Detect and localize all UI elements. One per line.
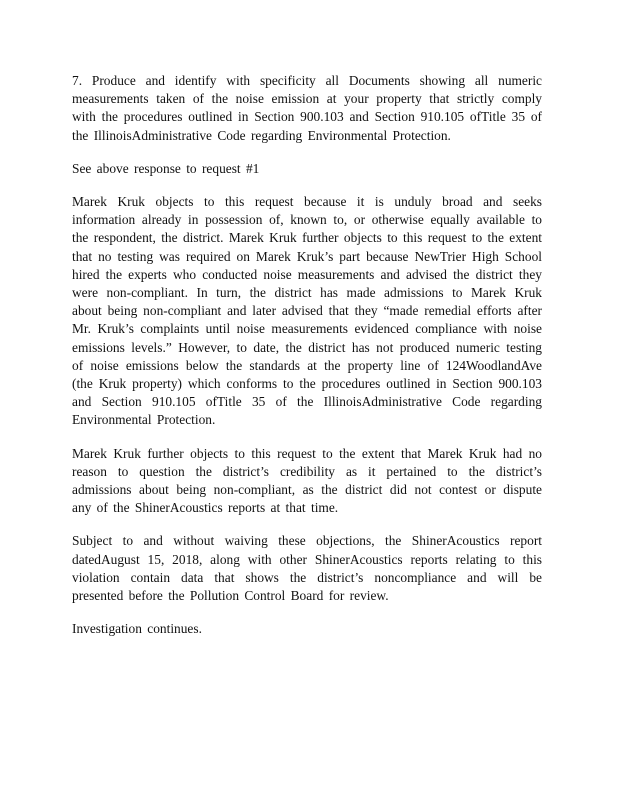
further-objection-paragraph: Marek Kruk further objects to this request to the extent that Marek Kruk had no reason to question the district’s credibility as it pertained to the district’s admissions about being non-compliant, as the district did not contest or dispute any of the ShinerAcoustics reports at that time. (72, 445, 542, 516)
subject-to-paragraph: Subject to and without waiving these objections, the ShinerAcoustics report datedAugust 15, 2018, along with other ShinerAcoustics reports relating to this violation contain data that shows the district’s noncompliance and will be presented before the Pollution Control Board for review. (72, 533, 542, 604)
investigation-status-paragraph: Investigation continues. (72, 621, 202, 637)
request-7-paragraph: 7. Produce and identify with specificity all Documents showing all numeric measurements taken of the noise emission at your property that strictly comply with the procedures outlined in Section 900.103 and Section 910.105 ofTitle 35 of the IllinoisAdministrative Code regarding Environmental Protection. (72, 73, 542, 143)
document-page (72, 72, 542, 638)
response-reference-paragraph: See above response to request #1 (72, 160, 260, 176)
objection-paragraph: Marek Kruk objects to this request because it is unduly broad and seeks information already in possession of, known to, or otherwise equally available to the respondent, the district. Marek Kruk further objects to this request to the extent that no testing was required on Marek Kruk’s part because NewTrier High School hired the experts who conducted noise measurements and advised the district they were non-compliant. In turn, the district has made admissions to Marek Kruk about being non-compliant and later advised that they “made remedial efforts after Mr. Kruk’s complaints until noise measurements evidenced compliance with noise emissions levels.” However, to date, the district has not produced numeric testing of noise emissions below the standards at the property line of 124WoodlandAve (the Kruk property) which conforms to the procedures outlined in Section 900.103 and Section 910.105 ofTitle 35 of the IllinoisAdministrative Code regarding Environmental Protection. (72, 194, 542, 428)
